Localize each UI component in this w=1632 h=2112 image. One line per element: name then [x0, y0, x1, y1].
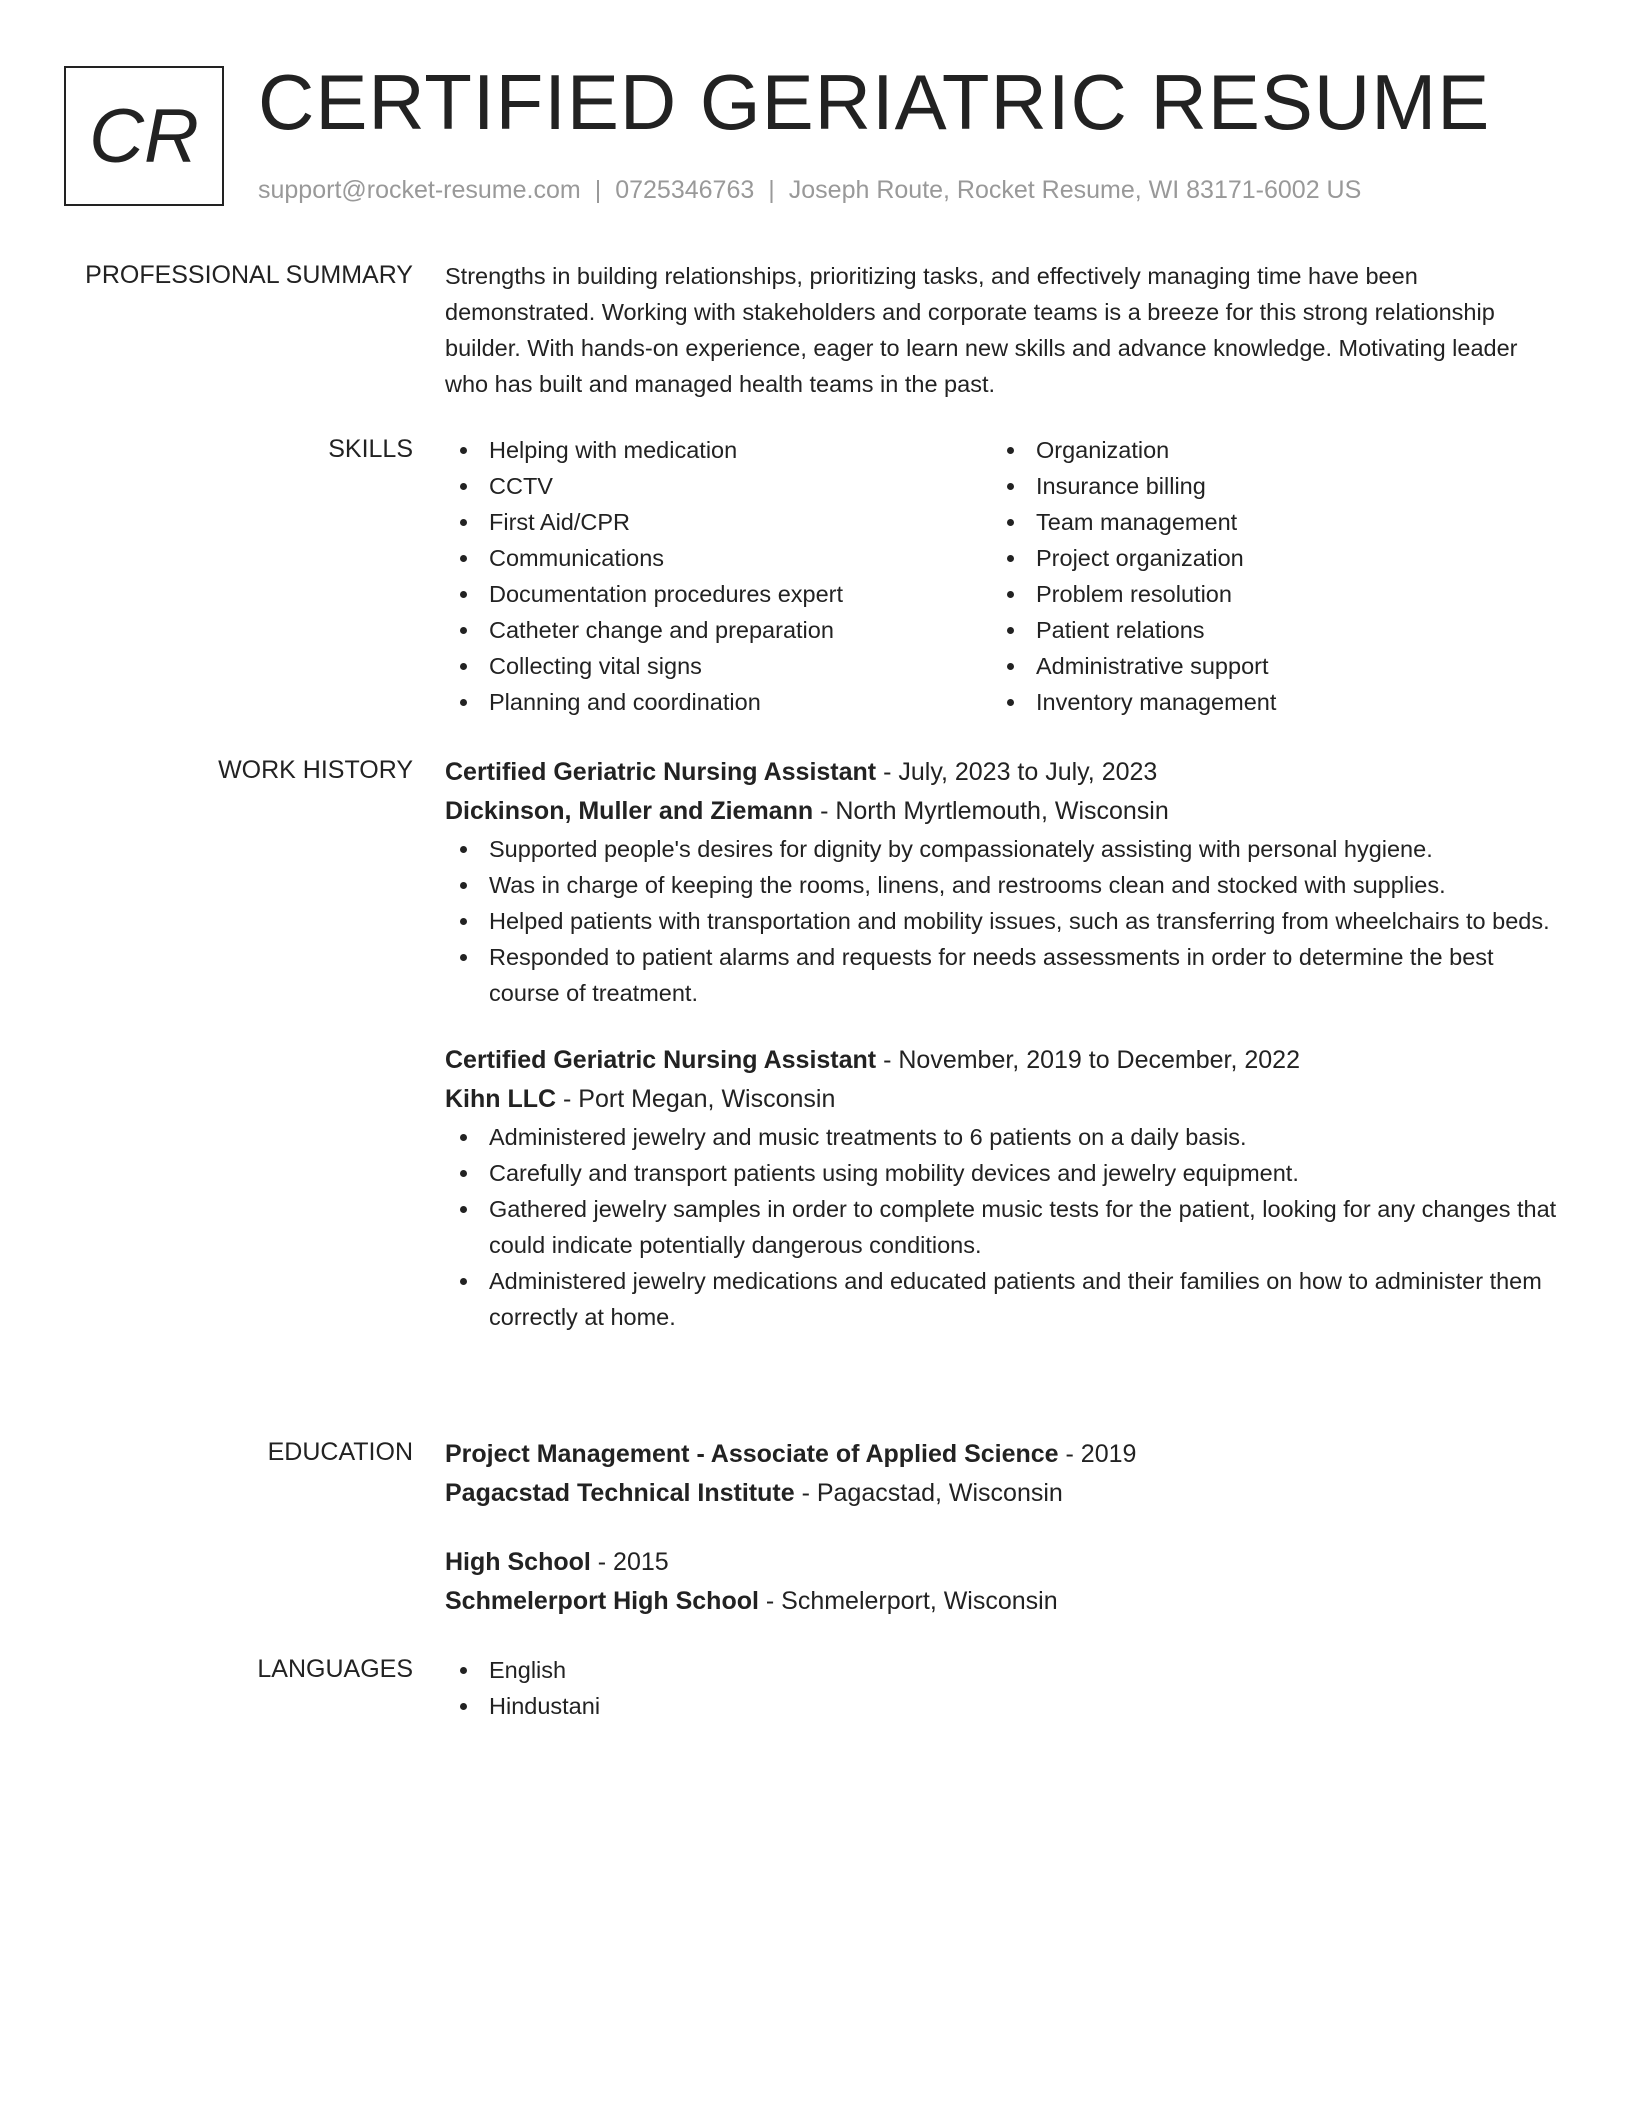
contact-phone: 0725346763 [615, 176, 755, 204]
education-school: Schmelerport High School [445, 1587, 759, 1615]
list-item: Planning and coordination [445, 684, 992, 720]
list-item: Patient relations [992, 612, 1539, 648]
list-item: Project organization [992, 540, 1539, 576]
education-location: - Schmelerport, Wisconsin [758, 1587, 1058, 1615]
summary-body [445, 258, 1565, 402]
list-item: First Aid/CPR [445, 504, 992, 540]
languages-list [445, 1652, 1565, 1724]
list-item: Administered jewelry medications and educated patients and their families on how to administer them correctly at home. [445, 1263, 1565, 1335]
job-location: - North Myrtlemouth, Wisconsin [813, 797, 1169, 825]
section-title-languages: LANGUAGES [257, 1655, 413, 1683]
job-dates: - November, 2019 to December, 2022 [876, 1046, 1300, 1074]
list-item: Gathered jewelry samples in order to complete music tests for the patient, looking for any changes that could indicate potentially dangerous conditions. [445, 1191, 1565, 1263]
job-role: Certified Geriatric Nursing Assistant [445, 758, 877, 786]
education-degree-line [445, 1435, 1565, 1474]
contact-separator: | [594, 176, 602, 204]
list-item: Administered jewelry and music treatments to 6 patients on a daily basis. [445, 1119, 1565, 1155]
list-item: Helping with medication [445, 432, 992, 468]
list-item: English [445, 1652, 1565, 1688]
job-role: Certified Geriatric Nursing Assistant [445, 1046, 877, 1074]
skills-list-right [992, 432, 1539, 720]
education-degree: Project Management - Associate of Applied Science [445, 1440, 1059, 1468]
list-item: Team management [992, 504, 1539, 540]
section-title-skills: SKILLS [328, 435, 413, 463]
skills-body [445, 432, 1565, 720]
contact-address: Joseph Route, Rocket Resume, WI 83171-6002 US [788, 176, 1362, 204]
contact-line [258, 174, 1361, 206]
education-location: - Pagacstad, Wisconsin [794, 1479, 1063, 1507]
skills-list-left [445, 432, 992, 720]
job-dates: - July, 2023 to July, 2023 [876, 758, 1158, 786]
job-entry [445, 1041, 1565, 1335]
summary-text: Strengths in building relationships, prioritizing tasks, and effectively managing time have been demonstrated. Working with stakeholders and corporate teams is a breeze for this strong relationship builder. With hands-on experience, eager to learn new skills and advance knowledge. Motivating leader who has built and managed health teams in the past. [445, 263, 1518, 397]
languages-body [445, 1652, 1565, 1724]
job-bullet-list [445, 1119, 1565, 1335]
education-body [445, 1435, 1565, 1621]
list-item: Hindustani [445, 1688, 1565, 1724]
list-item: Collecting vital signs [445, 648, 992, 684]
job-title-line [445, 1041, 1565, 1080]
list-item: Administrative support [992, 648, 1539, 684]
job-company: Kihn LLC [445, 1085, 557, 1113]
contact-email: support@rocket-resume.com [258, 176, 581, 204]
education-degree-line [445, 1543, 1565, 1582]
list-item: Problem resolution [992, 576, 1539, 612]
job-location: - Port Megan, Wisconsin [556, 1085, 836, 1113]
job-company-line [445, 792, 1565, 831]
list-item: Helped patients with transportation and mobility issues, such as transferring from wheelchairs to beds. [445, 903, 1565, 939]
education-school: Pagacstad Technical Institute [445, 1479, 795, 1507]
section-title-education: EDUCATION [267, 1438, 413, 1466]
education-entry [445, 1543, 1565, 1621]
job-company: Dickinson, Muller and Ziemann [445, 797, 814, 825]
work-body [445, 753, 1565, 1335]
education-school-line [445, 1474, 1565, 1513]
list-item: Supported people's desires for dignity by compassionately assisting with personal hygiene. [445, 831, 1565, 867]
list-item: Was in charge of keeping the rooms, linens, and restrooms clean and stocked with supplies. [445, 867, 1565, 903]
list-item: Responded to patient alarms and requests for needs assessments in order to determine the best course of treatment. [445, 939, 1565, 1011]
job-company-line [445, 1080, 1565, 1119]
list-item: Insurance billing [992, 468, 1539, 504]
job-entry [445, 753, 1565, 1011]
education-school-line [445, 1582, 1565, 1621]
list-item: Carefully and transport patients using mobility devices and jewelry equipment. [445, 1155, 1565, 1191]
list-item: Inventory management [992, 684, 1539, 720]
education-degree: High School [445, 1548, 591, 1576]
monogram-logo: CR [64, 66, 224, 206]
list-item: Communications [445, 540, 992, 576]
job-bullet-list [445, 831, 1565, 1011]
resume-title: CERTIFIED GERIATRIC RESUME [258, 58, 1491, 146]
list-item: Catheter change and preparation [445, 612, 992, 648]
education-entry [445, 1435, 1565, 1513]
list-item: Organization [992, 432, 1539, 468]
section-title-summary: PROFESSIONAL SUMMARY [85, 261, 413, 289]
education-year: - 2015 [590, 1548, 669, 1576]
section-title-work: WORK HISTORY [218, 756, 413, 784]
list-item: Documentation procedures expert [445, 576, 992, 612]
contact-separator: | [768, 176, 775, 204]
job-title-line [445, 753, 1565, 792]
list-item: CCTV [445, 468, 992, 504]
education-year: - 2019 [1058, 1440, 1137, 1468]
